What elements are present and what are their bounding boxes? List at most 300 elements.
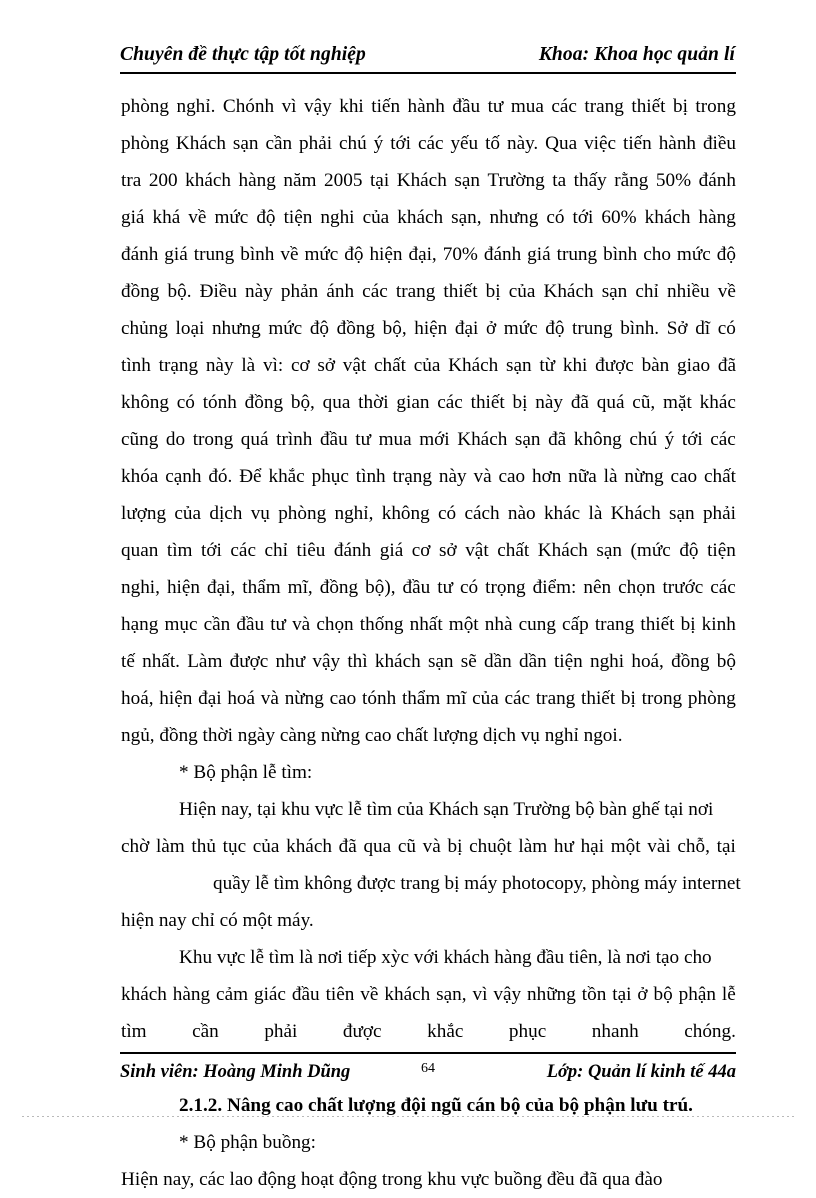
text-word: mức [304,244,339,265]
text-word: sạn [232,133,259,154]
text-word: hại [580,836,605,857]
text-word: hiện [414,318,448,339]
text-word: và [473,466,492,487]
text-word: tiến [622,133,652,154]
text-word: đã [338,836,357,857]
text-word: tới [681,429,703,450]
text-word: cơ [411,540,431,561]
text-word: tục [222,836,247,857]
text-word: thống [359,614,404,635]
text-word: ở [485,318,497,339]
text-line: Khu vực lễ tìm là nơi tiếp xỳc với khách hàng đầu tiên, là nơi tạo cho [179,947,712,968]
text-word: bộ [716,651,736,672]
text-word: đại, [207,577,236,598]
text-word: các [362,281,388,302]
text-word: tónh [362,688,397,709]
text-word: đồng [244,392,284,413]
text-word: đại, [408,244,437,265]
text-word: chọn [618,577,656,598]
text-word: đầu [452,96,481,117]
text-word: (mức [630,540,671,561]
text-word: sạn [514,429,541,450]
text-word: khi [339,96,364,117]
text-word: có [176,392,195,413]
text-word: tình [355,466,386,487]
text-word: Điều [199,281,237,302]
text-word: tìm [121,1021,147,1042]
text-word: của [413,355,441,376]
text-word: của [508,281,536,302]
text-word: yếu [450,133,479,154]
text-word: là [241,355,256,376]
text-word: Khách [610,503,661,524]
text-word: mua [510,96,544,117]
text-word: bộ, [290,392,315,413]
text-word: bị [620,688,636,709]
text-word: vật [465,540,489,561]
text-word: sạn [454,170,480,191]
text-word: được [229,651,269,672]
text-word: những [527,984,576,1005]
text-word: tại [716,836,736,857]
text-line: Hiện nay, tại khu vực lễ tìm của Khách sạn Trường bộ bàn ghế tại nơi [179,799,714,820]
text-line [121,532,736,569]
text-line [121,458,736,495]
text-word: đồng [121,281,160,302]
text-line [121,643,736,680]
text-word: độ [716,244,736,265]
text-word: chờ [121,836,150,857]
text-line [121,236,736,273]
text-word: và [292,614,311,635]
text-word: bị [680,614,696,635]
text-word: thẩm [401,688,441,709]
text-word: không [573,429,622,450]
text-word: này [535,392,564,413]
text-word: khách [286,836,332,857]
text-word: bàn [641,355,670,376]
text-word: cần [203,614,231,635]
text-word: thiết [581,688,616,709]
text-word: vài [647,836,671,857]
page-number: 64 [421,1061,435,1076]
text-word: trọng [485,577,526,598]
text-word: Để [239,466,262,487]
text-word: tiện [283,207,313,228]
text-word: mới [419,429,450,450]
text-word: vậy [493,984,522,1005]
text-word: sạn, [451,207,482,228]
text-word: độ [344,244,364,265]
text-word: vậy [312,651,341,672]
text-word: về [280,244,299,265]
text-word: phản [280,281,319,302]
text-word: khách [644,207,691,228]
text-word: đầu [291,984,320,1005]
text-word: về [717,281,736,302]
text-word: do [165,429,186,450]
text-word: gian [396,392,430,413]
text-word: Khách [448,355,499,376]
text-line [121,88,736,125]
text-word: mức [214,207,249,228]
text-line [121,347,736,384]
text-word: cung [518,614,556,635]
text-word: được [342,1021,382,1042]
page-bottom-dotted-rule [22,1116,794,1117]
text-word: dần [484,651,512,672]
text-word: tư [437,577,453,598]
text-word: thiết [470,392,505,413]
text-word: nữa [568,466,597,487]
text-word: sạn, [436,984,467,1005]
text-word: quá [240,429,269,450]
text-word: khách [397,207,444,228]
text-line [121,310,736,347]
text-word: thiết [443,281,478,302]
text-word: hành [407,96,445,117]
text-word: khá [152,207,181,228]
text-word: một [610,836,641,857]
text-word: thấy [573,170,607,191]
section-heading-2-1-2: 2.1.2. Nâng cao chất lượng đội ngũ cán bộ của bộ phận lưu trú. [179,1095,693,1116]
text-word: sạn [506,355,532,376]
text-word: điểm: [532,577,577,598]
text-word: trình [276,429,313,450]
text-word: qua [322,392,351,413]
text-word: sạn [669,503,695,524]
text-word: cơ [290,355,310,376]
text-word: làm [518,836,548,857]
text-word: nghi, [121,577,160,598]
text-word: có [460,577,479,598]
text-word: trong [695,96,736,117]
text-word: nghỉ, [334,503,374,524]
text-word: bộ. [167,281,192,302]
text-word: giá [379,540,404,561]
text-word: chỉ [635,281,659,302]
text-word: đồng [671,651,710,672]
text-word: bình. [620,318,660,339]
document-body [121,88,741,1198]
text-word: chỉ [264,540,288,561]
text-word: cũ [397,836,416,857]
text-word: giác [253,984,286,1005]
text-word: thiết [640,614,675,635]
text-word: thẩm [242,577,281,598]
text-word: các [230,540,256,561]
text-word: 200 [148,170,178,191]
text-word: bộ [653,984,673,1005]
text-word: đồng [319,577,359,598]
text-word: Khách [457,429,508,450]
text-word: trung [572,318,613,339]
text-word: mặt [663,392,692,413]
text-word: đánh [121,244,159,265]
text-word: nhất. [142,651,180,672]
text-word: của [252,836,280,857]
text-word: trang [535,688,576,709]
text-word: tiêu [296,540,326,561]
text-word: ta [552,170,567,191]
text-word: phòng [687,688,736,709]
text-word: có [438,503,457,524]
text-word: cấp [562,614,589,635]
text-word: khắc [427,1021,464,1042]
text-word: về [360,984,379,1005]
text-word: đại [198,688,222,709]
text-word: nhà [484,614,513,635]
text-word: nừng [624,466,664,487]
text-word: khách [185,170,231,191]
text-word: đại [454,318,479,339]
text-word: trang [594,614,635,635]
text-word: hơn [532,466,562,487]
text-word: của [362,207,390,228]
text-word: đầu [319,429,348,450]
text-word: một [448,614,479,635]
text-line [121,828,736,865]
text-word: bị [512,392,528,413]
text-word: chóng. [684,1021,736,1042]
text-word: trang [584,96,624,117]
text-word: chất [497,540,530,561]
text-word: hư [553,836,574,857]
text-word: độ [679,540,699,561]
text-word: chỗ, [677,836,710,857]
text-word: hoá, [631,651,664,672]
text-word: vật [342,355,367,376]
text-word: độ [309,318,329,339]
text-word: thiết [631,96,666,117]
text-word: Qua [545,133,578,154]
text-word: hạng [121,614,159,635]
text-word: độ [545,318,565,339]
text-word: kinh [701,614,736,635]
text-word: cũng [121,429,159,450]
text-word: đã [548,429,567,450]
text-word: các [551,96,577,117]
text-word: tra [121,170,142,191]
text-word: tới [201,540,222,561]
text-word: mức [268,318,303,339]
text-word: khách [384,984,431,1005]
text-word: tế [121,651,135,672]
text-word: Khách [537,540,588,561]
text-line [121,421,736,458]
text-word: giá [121,207,145,228]
text-word: rằng [614,170,649,191]
text-word: sẽ [460,651,477,672]
text-word: trung [556,244,598,265]
text-line [121,384,736,421]
text-word: 2005 [324,170,363,191]
text-word: dịch [209,503,243,524]
text-word: bị [672,96,688,117]
text-word: sạn [601,281,628,302]
text-word: quan [121,540,159,561]
text-word: có [546,207,565,228]
text-word: giao [677,355,711,376]
text-word: tónh [202,392,237,413]
text-line [121,125,736,162]
text-line [121,1013,736,1050]
text-line [121,495,736,532]
text-word: không [381,503,430,524]
text-word: có [717,318,736,339]
text-word: nào [507,503,536,524]
text-word: khóa [121,466,159,487]
text-word: các [710,429,736,450]
text-word: vì: [262,355,284,376]
text-line [121,606,736,643]
text-word: tại [369,170,390,191]
text-word: chất [704,466,736,487]
text-word: đã [717,355,736,376]
text-word: tư [355,429,371,450]
text-line [121,569,736,606]
paragraph-last-line: Hiện nay, các lao động hoạt động trong khu vực buồng đều đã qua đào [121,1169,663,1190]
text-word: cho [643,244,671,265]
text-word: giá [164,244,188,265]
text-word: nghỉ. [176,96,216,117]
text-word: đồng [336,318,375,339]
text-word: được [595,355,634,376]
text-word: vì [281,96,297,117]
text-word: bộ), [365,577,396,598]
header-divider [120,72,736,74]
text-word: ý [664,429,675,450]
text-word: nhưng [489,207,539,228]
text-word: của [174,503,202,524]
footer-student-name: Sinh viên: Hoàng Minh Dũng [120,1062,351,1082]
text-word: phục [311,466,349,487]
text-word: trang [395,281,436,302]
text-word: làm [155,836,185,857]
text-word: chọn [316,614,354,635]
text-word: ánh [326,281,355,302]
text-word: này [438,466,467,487]
text-word: ý [373,133,384,154]
text-word: Trường [487,170,545,191]
text-word: đánh [333,540,372,561]
text-word: từ [539,355,556,376]
text-word: của [472,688,499,709]
text-word: khác [543,503,581,524]
text-word: vì [472,984,488,1005]
text-word: đầu [402,577,431,598]
text-word: thủ [191,836,216,857]
subheading-buong: * Bộ phận buồng: [179,1132,316,1153]
text-word: các [437,392,463,413]
text-line [121,162,736,199]
page-header [120,44,735,66]
text-word: cạnh [165,466,202,487]
text-word: các [504,688,531,709]
text-word: đánh [483,244,522,265]
text-word: là [603,466,618,487]
text-word: vụ [250,503,270,524]
text-word: sạn [427,651,454,672]
text-line: hiện nay chỉ có một máy. [121,910,314,931]
text-word: sở [439,540,457,561]
text-word: tư [487,96,504,117]
text-word: và [422,836,441,857]
text-word: độ [256,207,276,228]
text-word: Chónh [222,96,275,117]
text-word: hàng [172,984,211,1005]
text-word: trước [662,577,704,598]
text-word: trạng [392,466,432,487]
text-line: ngủ, đồng thời ngày càng nừng cao chất lượng dịch vụ nghỉ ngoi. [121,725,623,746]
paragraph-block-secondary [121,791,741,1050]
text-word: nên [583,577,612,598]
text-word: chất [374,355,406,376]
text-word: phục [508,1021,547,1042]
text-word: dĩ [695,318,711,339]
text-word: sở [317,355,336,376]
text-word: cần [265,133,293,154]
text-word: hoá [227,688,256,709]
text-word: chú [339,133,367,154]
text-word: bình [603,244,638,265]
text-word: mĩ [446,688,467,709]
text-word: tiện [707,540,736,561]
text-word: trong [641,688,683,709]
text-word: hàng [238,170,276,191]
text-word: mĩ, [287,577,313,598]
text-word: phòng [121,96,169,117]
text-word: tình [121,355,151,376]
text-word: tố [485,133,501,154]
text-word: phải [264,1021,298,1042]
text-word: phận [678,984,716,1005]
text-word: chuột [469,836,512,857]
text-word: mục [164,614,198,635]
text-word: tới [572,207,594,228]
text-word: giá [527,244,551,265]
text-word: cần [192,1021,219,1042]
text-word: và [260,688,279,709]
text-word: Khách [396,170,447,191]
text-word: mức [676,244,711,265]
text-word: việc [584,133,617,154]
footer-class-name: Lớp: Quản lí kinh tế 44a [546,1062,736,1082]
text-word: mua [378,429,412,450]
text-word: không [121,392,169,413]
text-word: các [417,133,444,154]
text-word: nghi [589,651,625,672]
text-word: Sở [666,318,688,339]
text-word: hàng [698,207,736,228]
text-word: quá [596,392,625,413]
text-word: phòng [278,503,327,524]
text-word: nừng [284,688,324,709]
text-word: cũ, [632,392,656,413]
text-word: đầu [236,614,265,635]
text-line [121,199,736,236]
text-word: các [710,577,736,598]
text-word: tiến [371,96,401,117]
text-word: là [588,503,603,524]
text-word: thì [347,651,368,672]
text-word: điều [702,133,736,154]
text-word: vậy [304,96,332,117]
text-word: bộ, [382,318,407,339]
text-word: 70% [442,244,478,265]
text-line [121,976,736,1013]
text-word: khác [699,392,736,413]
